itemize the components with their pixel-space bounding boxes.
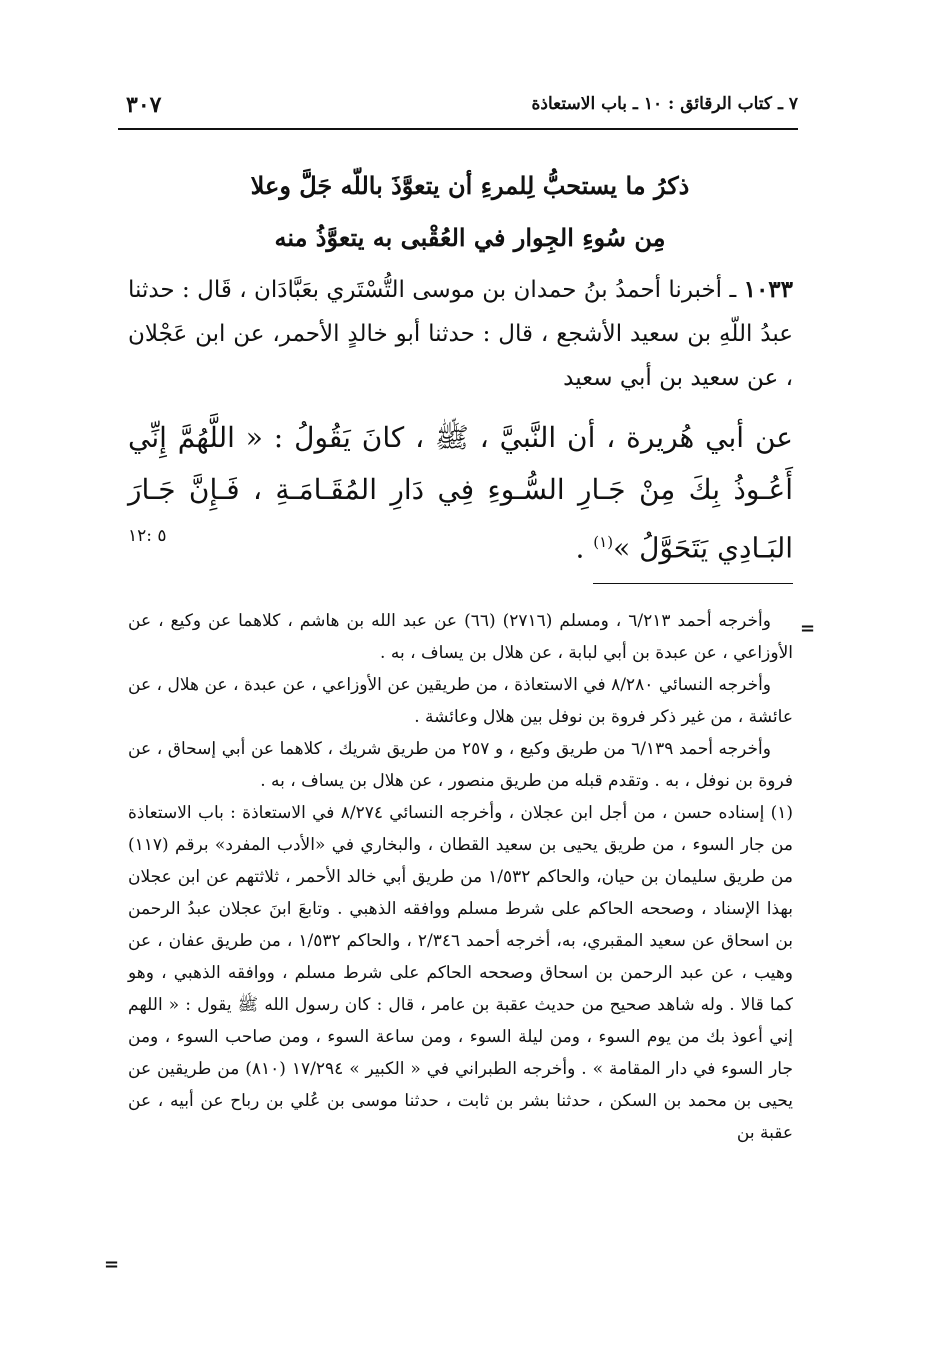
footnote-marker: (١) (593, 533, 614, 551)
matn-end-punct: . (575, 531, 594, 565)
continuation-mark-top: = (800, 618, 816, 639)
running-header (118, 92, 798, 126)
running-header-title: ٧ ـ كتاب الرقائق : ١٠ ـ باب الاستعاذة (531, 94, 798, 114)
hadith-isnad (128, 268, 793, 400)
chapter-heading-line-1: ذكرُ ما يستحبُّ لِلمرءِ أن يتعوَّذَ باللّه جَلَّ وعلا (250, 171, 690, 200)
footnote-paragraph: وأخرجه أحمد ٦/٢١٣ ، ومسلم (٢٧١٦) (٦٦) عن عبد الله بن هاشم ، كلاهما عن وكيع ، عن الأوزاعي ، عن عبدة بن أبي لبابة ، عن هلال بن يساف ، به . (128, 611, 793, 663)
chapter-heading-line-2: مِن سُوءِ الجِوار في العُقْبى به يتعوَّذُ منه (274, 223, 666, 252)
page-number: ٣٠٧ (126, 92, 162, 118)
header-rule (118, 128, 798, 130)
footnote-rule (593, 583, 793, 584)
chapter-heading (150, 160, 790, 264)
footnote-1: (١) إسناده حسن ، من أجل ابن عجلان ، وأخرجه النسائي ٨/٢٧٤ في الاستعاذة : باب الاستعاذة من جار السوء ، من طريق يحيى بن سعيد القطان ، والبخاري في «الأدب المفرد» برقم (١١٧) من طريق سليمان بن حيان، والحاكم ١/٥٣٢ من طريق أبي خالد الأحمر ، ثلاثتهم عن ابن عجلان بهذا الإسناد ، وصححه الحاكم على شرط مسلم ووافقه الذهبي . وتابعَ ابنَ عجلان عبدُ الرحمن بن اسحاق عن سعيد المقبري، به، أخرجه أحمد ٢/٣٤٦ ، والحاكم ١/٥٣٢ ، من طريق عفان ، عن وهيب ، عن عبد الرحمن بن اسحاق وصححه الحاكم على شرط مسلم ، ووافقه الذهبي ، وهو كما قالا . وله شاهد صحيح من حديث عقبة بن عامر ، قال : كان رسول الله ﷺ يقول : « اللهم إني أعوذ بك من يوم السوء ، ومن ليلة السوء ، ومن ساعة السوء ، ومن صاحب السوء ، ومن جار السوء في دار المقامة » . وأخرجه الطبراني في « الكبير » ١٧/٢٩٤ (٨١٠) من طريقين عن يحيى بن محمد بن السكن ، حدثنا بشر بن ثابت ، حدثنا موسى بن عُلي بن رباح عن أبيه ، عن عقبة بن (128, 803, 793, 1143)
continuation-mark-bottom: = (104, 1254, 120, 1275)
hadith-matn (128, 412, 793, 574)
matn-text: عن أبي هُريرة ، أن النَّبيَّ ، ﷺ ، كانَ يَقُولُ : « اللَّهُمَّ إِنِّي أَعُـوذُ بِكَ مِنْ جَـارِ السُّـوءِ فِي دَارِ المُقَـامَـةِ ، فَـإِنَّ جَـارَ البَـادِي يَتَحَوَّلُ » (128, 421, 793, 565)
isnad-text: ـ أخبرنا أحمدُ بنُ حمدان بن موسى التُّسْتَري بعَبَّادَان ، قَال : حدثنا عبدُ اللّهِ بن سعيد الأشجع ، قال : حدثنا أبو خالدٍ الأحمر، عن ابن عَجْلان ، عن سعيد بن أبي سعيد (128, 277, 793, 391)
footnotes (128, 605, 793, 1149)
hadith-number: ١٠٣٣ (743, 276, 794, 303)
footnote-paragraph: وأخرجه النسائي ٨/٢٨٠ في الاستعاذة ، من طريقين عن الأوزاعي ، عن عبدة ، عن هلال ، عن عائشة ، من غير ذكر فروة بن نوفل بين هلال وعائشة . (128, 675, 793, 727)
footnote-paragraph: وأخرجه أحمد ٦/١٣٩ من طريق وكيع ، و ٢٥٧ من طريق شريك ، كلاهما عن أبي إسحاق ، عن فروة بن نوفل ، به . وتقدم قبله من طريق منصور ، عن هلال بن يساف ، به . (128, 739, 793, 791)
cross-reference: ٥ :١٢ (128, 526, 167, 546)
